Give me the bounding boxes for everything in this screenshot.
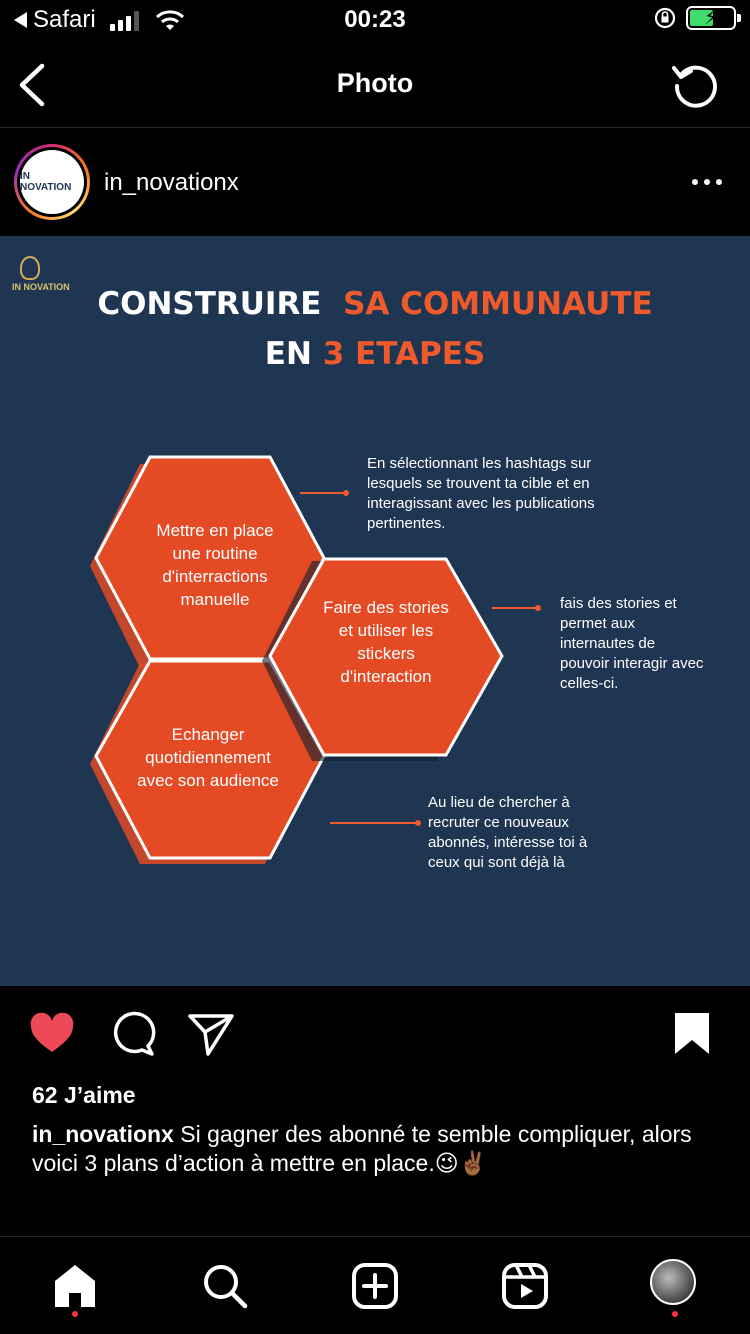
post-username[interactable]: in_novationx bbox=[104, 169, 239, 196]
heart-icon[interactable] bbox=[28, 1010, 76, 1058]
post-image[interactable] bbox=[0, 236, 750, 986]
share-icon[interactable] bbox=[186, 1010, 236, 1058]
connector-1 bbox=[300, 492, 346, 494]
step-2-text: Faire des stories et utiliser les stickers d'interaction bbox=[323, 598, 449, 686]
reels-icon[interactable] bbox=[500, 1261, 550, 1311]
search-icon[interactable] bbox=[200, 1261, 250, 1311]
page-title: Photo bbox=[336, 68, 414, 98]
story-avatar[interactable] bbox=[14, 144, 90, 220]
step-1-text: Mettre en place une routine d'interractions manuelle bbox=[156, 521, 274, 609]
tab-bar bbox=[0, 1236, 750, 1334]
create-icon[interactable] bbox=[350, 1261, 400, 1311]
post-caption bbox=[32, 1120, 712, 1178]
post-actions bbox=[0, 1000, 750, 1070]
orientation-lock-icon bbox=[654, 7, 676, 29]
step-1-description: En sélectionnant les hashtags sur lesquels se trouvent ta cible et en interagissant avec les publications pertinentes. bbox=[367, 455, 595, 532]
post-header bbox=[0, 129, 750, 235]
caption-text: Si gagner des abonné te semble compliquer, alors voici 3 plans d’action à mettre en place.😉✌🏾 bbox=[32, 1121, 692, 1176]
avatar-logo-text: IN NOVATION bbox=[20, 150, 84, 214]
connector-3 bbox=[330, 822, 418, 824]
status-bar bbox=[0, 0, 750, 42]
more-options-icon[interactable] bbox=[692, 179, 722, 185]
battery-icon: ⚡ bbox=[686, 6, 736, 30]
step-2-description: fais des stories et permet aux internautes de pouvoir interagir avec celles-ci. bbox=[560, 595, 704, 692]
connector-2 bbox=[492, 607, 538, 609]
refresh-icon[interactable] bbox=[668, 58, 722, 112]
caption-username[interactable]: in_novationx bbox=[32, 1121, 174, 1147]
step-3-description: Au lieu de chercher à recruter ce nouveaux abonnés, intéresse toi à ceux qui sont déjà là bbox=[428, 794, 588, 871]
back-app-label: Safari bbox=[33, 6, 96, 33]
home-icon[interactable] bbox=[50, 1261, 100, 1311]
clock: 00:23 bbox=[344, 6, 406, 33]
bookmark-icon[interactable] bbox=[672, 1010, 712, 1058]
headline-line-1: CONSTRUIRE SA COMMUNAUTE bbox=[97, 286, 653, 322]
headline-line-2: EN 3 ETAPES bbox=[264, 336, 486, 372]
profile-notification-dot bbox=[672, 1311, 678, 1317]
comment-icon[interactable] bbox=[108, 1010, 156, 1058]
home-notification-dot bbox=[72, 1311, 78, 1317]
profile-avatar[interactable] bbox=[650, 1259, 700, 1309]
step-3-text: Echanger quotidiennement avec son audience bbox=[137, 725, 279, 790]
likes-count[interactable]: 62 J’aime bbox=[32, 1082, 136, 1108]
navigation-bar bbox=[0, 42, 750, 128]
brand-logo: IN NOVATION bbox=[12, 256, 70, 292]
